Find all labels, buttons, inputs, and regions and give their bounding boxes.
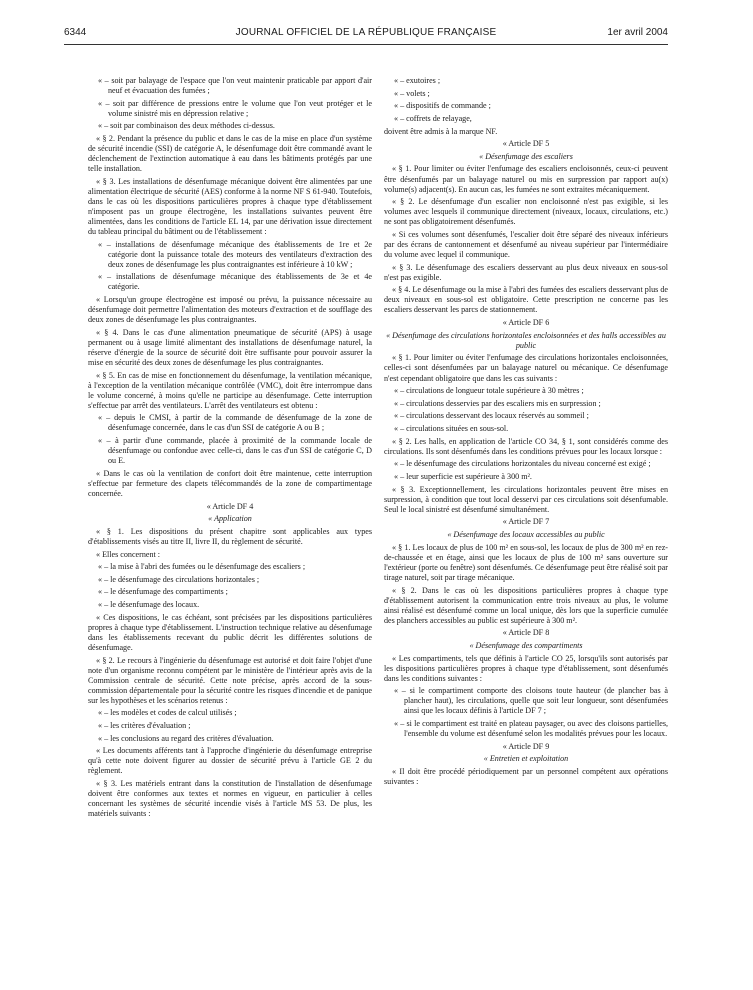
list-item: « – circulations desservant des locaux réservés au sommeil ;: [394, 411, 589, 421]
paragraph: « Dans le cas où la ventilation de confort doit être maintenue, cette interruption s'effectue par fermeture des clapets télécommandés de la zone de compartimentage concernée.: [88, 468, 372, 498]
paragraph: « § 1. Pour limiter ou éviter l'enfumage des escaliers encloisonnés, ceux-ci peuvent être désenfumés par un balayage naturel ou mis en surpression par rapport au(x) volume(s) adjacent(s). En aucun cas, les fumées ne sont extraites mécaniquement.: [384, 164, 668, 194]
paragraph: « § 3. Exceptionnellement, les circulations horizontales peuvent être mises en surpression, à condition que tout local desservi par ces circulations soit désenfumable. Seul le local sinistré est désenfumé simultanément.: [384, 484, 668, 514]
list-item: « – leur superficie est supérieure à 300 m².: [394, 472, 532, 482]
list-item: « – circulations situées en sous-sol.: [394, 424, 509, 434]
paragraph: « Il doit être procédé périodiquement par un personnel compétent aux opérations suivantes :: [384, 767, 668, 787]
paragraph: « § 3. Les matériels entrant dans la constitution de l'installation de désenfumage doivent être conformes aux textes et normes en vigueur, en particulier à celles concernant les systèmes de sécurité incendie visés à l'article MS 53. De plus, les matériels suivants :: [88, 778, 372, 819]
article-subtitle: « Désenfumage des compartiments: [469, 640, 583, 650]
paragraph: « § 5. En cas de mise en fonctionnement du désenfumage, la ventilation mécanique, à l'exception de la ventilation mécanique contrôlée (VMC), doit être interrompue dans le volume concerné, à moins qu'elle ne participe au désenfumage. Cette interruption s'effectue par arrêt des ventilateurs. L'arrêt des ventilateurs est obtenu :: [88, 370, 372, 410]
paragraph: « § 2. Pendant la présence du public et dans le cas de la mise en place d'un système de sécurité incendie (SSI) de catégorie A, le désenfumage doit être commandé avant le déclenchement de l'extinction automatique à eau dans les bâtiments protégés par une telle installation.: [88, 134, 372, 174]
paragraph: « § 2. Le désenfumage d'un escalier non encloisonné n'est pas exigible, si les volumes avec lesquels il communique directement (niveaux, locaux, circulations, etc.) ne sont pas obligatoirement désenfumés.: [384, 197, 668, 227]
page-number: 6344: [64, 27, 87, 38]
header-rule: [64, 44, 668, 45]
list-item: « – soit par balayage de l'espace que l'on veut maintenir praticable par apport d'air neuf et évacuation des fumées ;: [98, 76, 372, 96]
paragraph: « § 2. Dans le cas où les dispositions particulières propres à chaque type d'établissement autorisent la communication entre trois niveaux au plus, le volume ainsi réalisé est désenfumé comme un local unique, dès lors que la superficie cumulée des planchers accessibles au public est supérieure à 300 m².: [384, 585, 668, 625]
article-heading: « Article DF 4: [206, 501, 254, 511]
list-item: « – le désenfumage des compartiments ;: [98, 587, 228, 597]
list-item: « – depuis le CMSI, à partir de la commande de désenfumage de la zone de désenfumage concernée, dans le cas d'un SSI de catégorie A ou B ;: [98, 413, 372, 433]
paragraph: « Lorsqu'un groupe électrogène est imposé ou prévu, la puissance nécessaire au désenfumage doit permettre l'alimentation des moteurs d'extraction et de soufflage des deux zones de désenfumage les plus contraignantes.: [88, 295, 372, 325]
issue-date: 1er avril 2004: [607, 27, 668, 38]
list-item: « – dispositifs de commande ;: [394, 101, 491, 111]
paragraph: « § 4. Dans le cas d'une alimentation pneumatique de sécurité (APS) à usage permanent ou à usage limité alimentant des installations de désenfumage naturel, la réserve d'énergie de la source de sécurité doit être suffisante pour pouvoir assurer la mise en sécurité des deux zones de désenfumage les plus contraignantes.: [88, 327, 372, 367]
list-item: « – le désenfumage des circulations horizontales ;: [98, 574, 260, 584]
list-item: « – le désenfumage des locaux.: [98, 600, 200, 610]
list-item: « – volets ;: [394, 88, 430, 98]
article-subtitle: « Entretien et exploitation: [483, 754, 569, 764]
article-subtitle: « Désenfumage des locaux accessibles au public: [447, 530, 605, 540]
list-item: « – soit par différence de pressions entre le volume que l'on veut protéger et le volume sinistré mis en dépression relative ;: [98, 98, 372, 118]
paragraph: « § 3. Le désenfumage des escaliers desservant au plus deux niveaux en sous-sol n'est pas exigible.: [384, 262, 668, 282]
paragraph: « § 2. Les halls, en application de l'article CO 34, § 1, sont considérés comme des circulations. Ils sont désenfumés dans les conditions prévues pour les locaux lorsque :: [384, 436, 668, 456]
paragraph: « Les documents afférents tant à l'approche d'ingénierie du désenfumage entreprise qu'à cette note doivent figurer au dossier de sécurité prévu à l'article GE 2 du règlement.: [88, 746, 372, 776]
list-item: « – les critères d'évaluation ;: [98, 720, 191, 730]
page-header: [64, 27, 668, 43]
list-item: « – soit par combinaison des deux méthodes ci-dessus.: [98, 121, 275, 131]
article-heading: « Article DF 7: [502, 517, 550, 527]
list-item: « – installations de désenfumage mécanique des établissements de 3e et 4e catégorie.: [98, 272, 372, 292]
left-column: [88, 76, 372, 819]
list-item: « – à partir d'une commande, placée à proximité de la commande locale de désenfumage ou confondue avec celle-ci, dans le cas d'un SSI de catégorie C, D ou E.: [98, 436, 372, 466]
article-heading: « Article DF 9: [502, 741, 550, 751]
article-subtitle: « Application: [208, 514, 252, 524]
article-heading: « Article DF 6: [502, 318, 550, 328]
journal-title: JOURNAL OFFICIEL DE LA RÉPUBLIQUE FRANÇAISE: [235, 27, 497, 38]
paragraph: « Les compartiments, tels que définis à l'article CO 25, lorsqu'ils sont autorisés par les dispositions particulières propres à chaque type d'établissement, sont désenfumés dans les conditions suivantes :: [384, 653, 668, 683]
paragraph: « § 2. Le recours à l'ingénierie du désenfumage est autorisé et doit faire l'objet d'une note d'un organisme reconnu compétent par le ministère de l'intérieur après avis de la Commission centrale de sécurité. Cette note précise, après accord de la sous-commission départementale pour la sécurité contre les risques d'incendie et de panique sur les hypothèses et les scénarios retenus :: [88, 655, 372, 705]
article-heading: « Article DF 8: [502, 628, 550, 638]
list-item: « – les modèles et codes de calcul utilisés ;: [98, 708, 237, 718]
list-item: « – circulations desservies par des escaliers mis en surpression ;: [394, 398, 601, 408]
paragraph: doivent être admis à la marque NF.: [384, 126, 498, 136]
paragraph: « § 1. Les locaux de plus de 100 m² en sous-sol, les locaux de plus de 300 m² en rez-de-chaussée et en étage, ainsi que les locaux de plus de 100 m² sans ouverture sur l'extérieur (porte ou fenêtre) sont désenfumés. Ce désenfumage peut être réalisé soit par tirage naturel, soit par tirage mécanique.: [384, 542, 668, 582]
list-item: « – si le compartiment comporte des cloisons toute hauteur (de plancher bas à plancher haut), les circulations, quelle que soit leur longueur, sont désenfumées ainsi que les locaux définis à l'article DF 7 ;: [394, 686, 668, 716]
list-item: « – le désenfumage des circulations horizontales du niveau concerné est exigé ;: [394, 459, 651, 469]
article-subtitle: « Désenfumage des circulations horizontales encloisonnées et des halls accessibles au public: [386, 330, 666, 350]
paragraph: « § 1. Les dispositions du présent chapitre sont applicables aux types d'établissements visés au titre II, livre II, du règlement de sécurité.: [88, 526, 372, 546]
paragraph: « § 4. Le désenfumage ou la mise à l'abri des fumées des escaliers desservant plus de deux niveaux en sous-sol est obligatoire. Cette prescription ne concerne pas les escaliers desservant les parcs de stationnement.: [384, 285, 668, 315]
list-item: « – si le compartiment est traité en plateau paysager, ou avec des cloisons partielles, l'ensemble du volume est désenfumé selon les modalités prévues pour les locaux.: [394, 719, 668, 739]
paragraph: « § 3. Les installations de désenfumage mécanique doivent être alimentées par une alimentation électrique de sécurité (AES) conforme à la norme NF S 61-940. Toutefois, dans le cas où les dispositions particulières propres à chaque type d'établissement n'imposent pas un groupe électrogène, les installations suivantes peuvent être alimentées, dans les conditions de l'article EL 14, par une dérivation issue directement du tableau principal du bâtiment ou de l'établissement :: [88, 176, 372, 237]
article-heading: « Article DF 5: [502, 139, 550, 149]
list-item: « – les conclusions au regard des critères d'évaluation.: [98, 733, 274, 743]
list-item: « – coffrets de relayage,: [394, 113, 472, 123]
paragraph: « Si ces volumes sont désenfumés, l'escalier doit être séparé des niveaux inférieurs par des écrans de cantonnement et désenfumé au niveau supérieur par l'intermédiaire du volume avec lequel il communique.: [384, 229, 668, 260]
right-column: [384, 76, 668, 787]
article-subtitle: « Désenfumage des escaliers: [479, 151, 573, 161]
list-item: « – exutoires ;: [394, 76, 441, 85]
list-item: « – installations de désenfumage mécanique des établissements de 1re et 2e catégorie dont la puissance totale des moteurs des ventilateurs d'extraction des deux zones de désenfumage les plus contraignantes est inférieure à 10 kW ;: [98, 239, 372, 269]
list-item: « – circulations de longueur totale supérieure à 30 mètres ;: [394, 386, 584, 396]
paragraph: « Ces dispositions, le cas échéant, sont précisées par les dispositions particulières propres à chaque type d'établissement. L'instruction technique relative au désenfumage dans les établissements recevant du public décrit les différentes solutions de désenfumage.: [88, 612, 372, 652]
paragraph: « § 1. Pour limiter ou éviter l'enfumage des circulations horizontales encloisonnées, celles-ci sont désenfumées par un balayage naturel ou mécanique. Ce désenfumage n'est cependant obligatoire que dans les cas suivants :: [384, 353, 668, 383]
list-item: « – la mise à l'abri des fumées ou le désenfumage des escaliers ;: [98, 562, 306, 572]
paragraph: « Elles concernent :: [96, 549, 161, 559]
